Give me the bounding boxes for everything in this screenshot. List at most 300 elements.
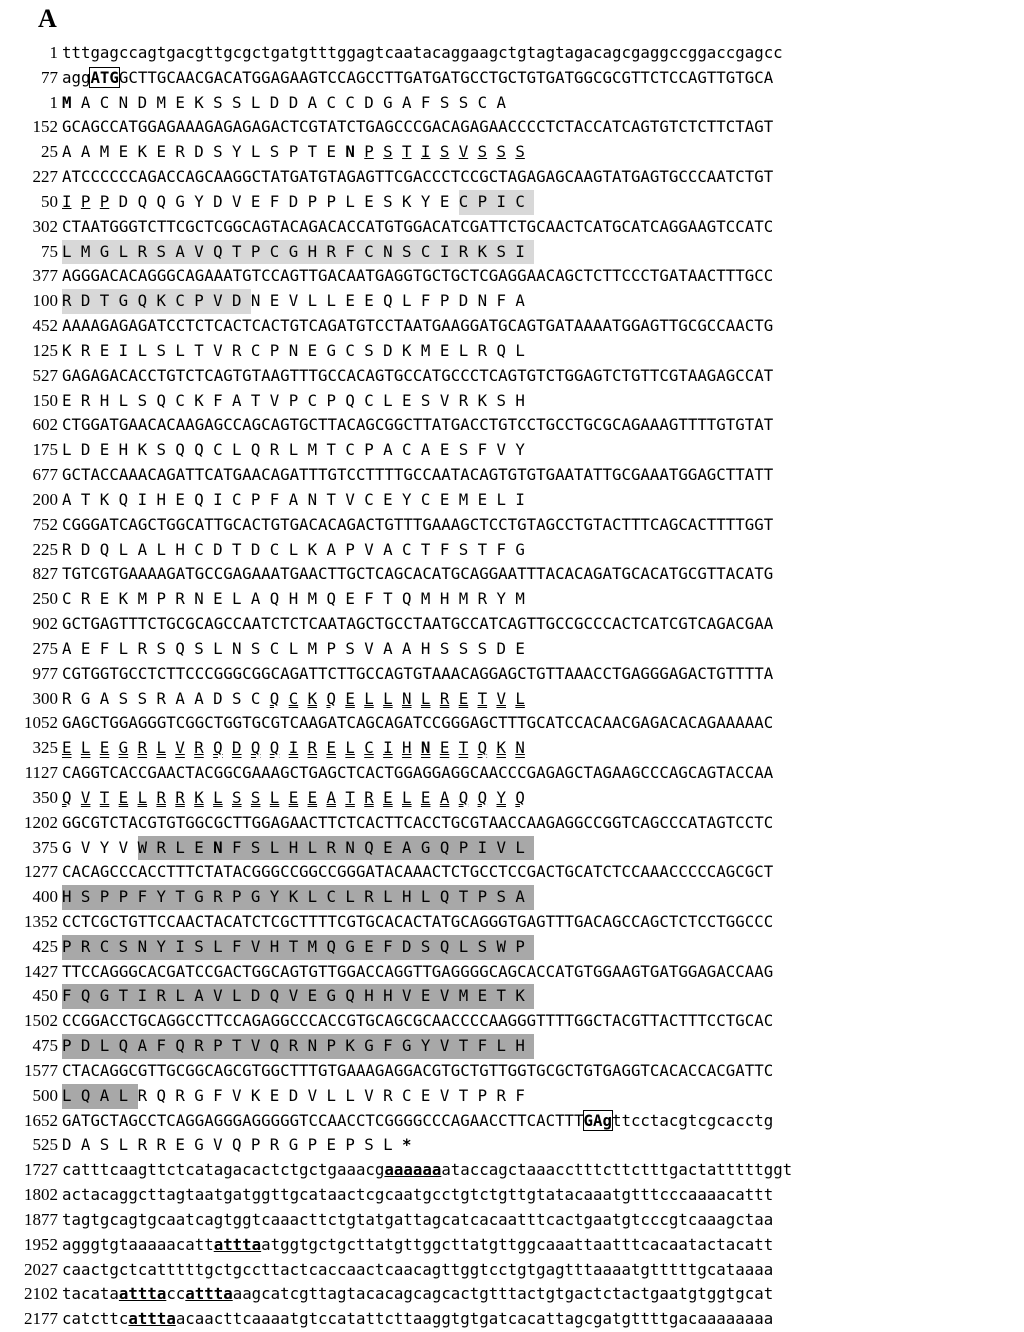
position-number: 250 <box>32 589 58 609</box>
amino-acid: L <box>62 240 81 265</box>
amino-acid: S <box>364 340 374 360</box>
sequence-motif: attta <box>118 1284 167 1304</box>
amino-acid: F <box>420 92 431 112</box>
amino-acid: L <box>232 589 242 609</box>
amino-acid: A <box>439 787 450 807</box>
amino-acid: D <box>288 92 299 112</box>
position-number: 1727 <box>24 1160 58 1180</box>
amino-acid-sequence <box>62 538 534 563</box>
amino-acid: T <box>289 935 308 960</box>
amino-acid: F <box>439 539 450 559</box>
amino-acid: Y <box>420 191 431 211</box>
amino-acid: I <box>383 738 393 758</box>
amino-acid: E <box>364 935 383 960</box>
amino-acid: D <box>269 92 280 112</box>
amino-acid: C <box>100 935 119 960</box>
amino-acid: P <box>439 291 450 311</box>
amino-acid: L <box>62 440 72 460</box>
nucleotide-row <box>0 66 1024 91</box>
amino-acid: Y <box>270 885 289 910</box>
nucleotide-sequence: CGTGGTGCCTCTTCCCGGGCGGCAGATTCTTGCCAGTGTAAACAGGAGCTGTTAAACCTGAGGGAGACTGTTTTA <box>62 663 774 683</box>
amino-acid: Q <box>383 291 393 311</box>
protein-row <box>0 885 1024 910</box>
amino-acid: T <box>326 440 336 460</box>
amino-acid: R <box>326 240 345 265</box>
amino-acid: I <box>515 240 534 265</box>
amino-acid: L <box>345 191 355 211</box>
sequence-motif: attta <box>213 1234 262 1254</box>
position-number: 2027 <box>24 1259 58 1279</box>
amino-acid: A <box>99 688 110 708</box>
amino-acid: L <box>383 390 393 410</box>
amino-acid: Q <box>269 589 280 609</box>
amino-acid: L <box>100 1034 119 1059</box>
amino-acid: E <box>515 638 525 658</box>
amino-acid: R <box>439 688 450 708</box>
amino-acid: L <box>402 787 412 807</box>
amino-acid: A <box>402 92 412 112</box>
amino-acid: L <box>175 984 194 1009</box>
amino-acid: L <box>270 836 289 861</box>
amino-acid: R <box>289 1034 308 1059</box>
amino-acid: Q <box>269 738 280 758</box>
amino-acid: I <box>288 738 299 758</box>
amino-acid: L <box>118 390 129 410</box>
position-number: 2177 <box>24 1309 58 1329</box>
amino-acid: L <box>213 638 223 658</box>
amino-acid: P <box>345 539 355 559</box>
amino-acid: F <box>478 1034 497 1059</box>
amino-acid: V <box>458 142 469 162</box>
amino-acid: L <box>250 142 261 162</box>
amino-acid: S <box>213 142 223 162</box>
amino-acid-sequence <box>62 1034 534 1059</box>
nucleotide-sequence: CCGGACCTGCAGGCCTTCCAGAGGCCCACCGTGCAGCGCAACCCCAAGGGTTTTGGCTACGTTACTTTCCTGCAC <box>62 1011 774 1031</box>
amino-acid: S <box>439 92 450 112</box>
amino-acid: S <box>458 440 469 460</box>
amino-acid: S <box>439 638 450 658</box>
position-number: 375 <box>32 837 58 857</box>
amino-acid: E <box>364 191 374 211</box>
position-number: 400 <box>32 887 58 907</box>
codon-box: ATG <box>90 67 119 87</box>
amino-acid: K <box>194 92 204 112</box>
nucleotide-row <box>0 761 1024 786</box>
amino-acid: V <box>251 1034 270 1059</box>
amino-acid: M <box>81 240 100 265</box>
nucleotide-row <box>0 463 1024 488</box>
amino-acid: C <box>459 190 478 215</box>
amino-acid: L <box>383 688 393 708</box>
position-number: 525 <box>32 1135 58 1155</box>
amino-acid: F <box>269 489 280 509</box>
amino-acid: Q <box>440 935 459 960</box>
amino-acid: R <box>364 885 383 910</box>
amino-acid: S <box>439 142 450 162</box>
amino-acid: Q <box>364 836 383 861</box>
amino-acid: K <box>478 240 497 265</box>
amino-acid: G <box>364 1034 383 1059</box>
amino-acid: C <box>99 92 110 112</box>
amino-acid: E <box>288 787 299 807</box>
amino-acid: L <box>421 885 440 910</box>
amino-acid: Q <box>194 489 204 509</box>
amino-acid: L <box>458 340 469 360</box>
position-number: 1502 <box>24 1011 58 1031</box>
amino-acid: E <box>307 787 318 807</box>
amino-acid: N <box>345 836 364 861</box>
amino-acid: V <box>440 1034 459 1059</box>
amino-acid: S <box>232 92 242 112</box>
amino-acid: F <box>477 440 488 460</box>
amino-acid: H <box>288 589 299 609</box>
amino-acid: H <box>420 638 431 658</box>
sequence-listing <box>0 41 1024 1332</box>
position-number: 125 <box>32 340 58 360</box>
amino-acid: L <box>364 688 374 708</box>
position-number: 1652 <box>24 1110 58 1130</box>
amino-acid: R <box>138 240 157 265</box>
amino-acid: F <box>515 1085 525 1105</box>
amino-acid: Q <box>345 984 364 1009</box>
amino-acid: N <box>402 688 412 708</box>
sequence-motif: aaaaaa <box>384 1160 442 1180</box>
amino-acid: F <box>496 291 506 311</box>
amino-acid: R <box>364 787 374 807</box>
amino-acid: K <box>137 142 148 162</box>
position-number: 450 <box>32 986 58 1006</box>
amino-acid: F <box>420 291 431 311</box>
amino-acid: L <box>345 738 355 758</box>
nucleotide-sequence: tagtgcagtgcaatcagtggtcaaacttctgtatgattagcatcacaatttcactgaatgtcccgtcaaagctaa <box>62 1209 774 1229</box>
amino-acid: K <box>194 390 204 410</box>
amino-acid: Q <box>62 787 72 807</box>
amino-acid: R <box>81 935 100 960</box>
amino-acid: Q <box>81 1084 100 1109</box>
amino-acid: Q <box>345 390 355 410</box>
amino-acid: Y <box>194 191 204 211</box>
amino-acid: V <box>213 340 223 360</box>
amino-acid: R <box>62 289 81 314</box>
protein-row <box>0 836 1024 861</box>
amino-acid: D <box>364 92 374 112</box>
amino-acid-sequence <box>62 637 534 662</box>
protein-row <box>0 190 1024 215</box>
amino-acid: A <box>100 1084 119 1109</box>
amino-acid-sequence <box>62 736 534 761</box>
position-number: 227 <box>32 167 58 187</box>
amino-acid: P <box>326 191 336 211</box>
amino-acid: E <box>345 589 355 609</box>
amino-acid: Q <box>326 935 345 960</box>
amino-acid: L <box>137 787 148 807</box>
amino-acid: T <box>420 539 431 559</box>
amino-acid: R <box>459 240 478 265</box>
amino-acid: A <box>326 539 336 559</box>
amino-acid: E <box>99 440 110 460</box>
amino-acid: M <box>515 589 525 609</box>
amino-acid: A <box>515 885 534 910</box>
amino-acid: G <box>194 1135 204 1155</box>
amino-acid: C <box>213 440 223 460</box>
amino-acid: Q <box>119 1034 138 1059</box>
amino-acid: H <box>402 885 421 910</box>
amino-acid: N <box>420 738 431 758</box>
position-number: 677 <box>32 465 58 485</box>
amino-acid: A <box>383 539 393 559</box>
amino-acid: S <box>232 787 242 807</box>
amino-acid: D <box>383 340 393 360</box>
amino-acid: C <box>250 340 261 360</box>
amino-acid: R <box>137 638 148 658</box>
amino-acid: L <box>118 539 129 559</box>
amino-acid: A <box>194 688 204 708</box>
amino-acid: Q <box>477 787 488 807</box>
amino-acid: Q <box>270 984 289 1009</box>
amino-acid: L <box>156 738 166 758</box>
position-number: 752 <box>32 514 58 534</box>
amino-acid: S <box>251 836 270 861</box>
amino-acid: P <box>326 1034 345 1059</box>
amino-acid: E <box>421 984 440 1009</box>
amino-acid: E <box>477 489 488 509</box>
amino-acid: Y <box>156 885 175 910</box>
amino-acid: E <box>364 291 374 311</box>
amino-acid: L <box>156 539 166 559</box>
amino-acid: C <box>288 688 299 708</box>
position-number: 100 <box>32 291 58 311</box>
amino-acid: L <box>213 935 232 960</box>
amino-acid: T <box>477 688 488 708</box>
amino-acid: C <box>477 92 488 112</box>
amino-acid: T <box>175 885 194 910</box>
amino-acid: E <box>402 390 412 410</box>
amino-acid: V <box>289 984 308 1009</box>
position-number: 902 <box>32 614 58 634</box>
amino-acid: G <box>100 240 119 265</box>
nucleotide-sequence: AAAAGAGAGATCCTCTCACTCACTGTCAGATGTCCTAATGAAGGATGCAGTGATAAAATGGAGTTGCGCCAACTG <box>62 316 774 336</box>
nucleotide-row <box>0 1258 1024 1283</box>
amino-acid-sequence <box>62 587 534 612</box>
amino-acid-sequence <box>62 1084 534 1109</box>
amino-acid: E <box>458 688 469 708</box>
amino-acid: Q <box>118 489 129 509</box>
nucleotide-row <box>0 413 1024 438</box>
amino-acid: H <box>383 984 402 1009</box>
amino-acid: N <box>477 291 488 311</box>
amino-acid: F <box>364 589 374 609</box>
amino-acid: K <box>307 688 318 708</box>
amino-acid: Q <box>156 1085 166 1105</box>
amino-acid-sequence <box>62 786 534 811</box>
amino-acid: Q <box>440 885 459 910</box>
amino-acid: P <box>156 589 166 609</box>
amino-acid: R <box>80 589 91 609</box>
amino-acid: C <box>345 440 355 460</box>
amino-acid: A <box>402 638 412 658</box>
amino-acid: M <box>308 935 327 960</box>
position-number: 527 <box>32 365 58 385</box>
amino-acid: P <box>251 240 270 265</box>
amino-acid: L <box>288 638 299 658</box>
amino-acid: Q <box>250 440 261 460</box>
nucleotide-row <box>0 662 1024 687</box>
amino-acid: V <box>251 935 270 960</box>
amino-acid: T <box>100 289 119 314</box>
amino-acid: C <box>364 489 374 509</box>
protein-row <box>0 687 1024 712</box>
amino-acid: T <box>80 489 91 509</box>
amino-acid: G <box>119 289 138 314</box>
amino-acid: L <box>515 688 525 708</box>
amino-acid: R <box>175 142 185 162</box>
amino-acid: P <box>100 885 119 910</box>
amino-acid: C <box>175 289 194 314</box>
amino-acid: P <box>62 1034 81 1059</box>
amino-acid: G <box>345 935 364 960</box>
nucleotide-sequence: CTACAGGCGTTGCGGCAGCGTGGCTTTGTGAAAGAGGACGTGCTGTTGGTGCGCTGTGAGGTCACACCACGATTC <box>62 1060 774 1080</box>
protein-row <box>0 935 1024 960</box>
amino-acid: P <box>364 440 374 460</box>
amino-acid: I <box>213 489 223 509</box>
amino-acid: Q <box>477 738 488 758</box>
nucleotide-sequence: CTAATGGGTCTTCGCTCGGCAGTACAGACACCATGTGGACATCGATTCTGCAACTCATGCATCAGGAAGTCCATC <box>62 216 774 236</box>
amino-acid: S <box>458 539 469 559</box>
amino-acid: F <box>232 836 251 861</box>
amino-acid: Q <box>250 738 261 758</box>
position-number: 300 <box>32 688 58 708</box>
amino-acid: I <box>62 191 72 211</box>
nucleotide-row <box>0 1059 1024 1084</box>
amino-acid: M <box>307 440 318 460</box>
amino-acid: R <box>232 340 242 360</box>
nucleotide-row <box>0 165 1024 190</box>
amino-acid: E <box>269 291 280 311</box>
nucleotide-sequence: tttgagccagtgacgttgcgctgatgtttggagtcaatacaggaagctgtagtagacagcgaggccggaccgagcc <box>62 43 783 62</box>
nucleotide-row <box>0 612 1024 637</box>
nucleotide-sequence: catttcaagttctcatagacactctgctgaaacgaaaaaaataccagctaaacctttcttctttgactatttttggt <box>62 1160 793 1180</box>
amino-acid: L <box>307 291 318 311</box>
amino-acid: D <box>402 935 421 960</box>
amino-acid: G <box>515 539 525 559</box>
amino-acid: R <box>156 1135 166 1155</box>
amino-acid: V <box>402 984 421 1009</box>
amino-acid: G <box>194 1085 204 1105</box>
amino-acid: M <box>156 92 166 112</box>
amino-acid: Y <box>496 589 506 609</box>
amino-acid: Q <box>402 589 412 609</box>
amino-acid-sequence <box>62 687 534 712</box>
amino-acid: C <box>326 92 336 112</box>
amino-acid: T <box>459 885 478 910</box>
amino-acid: H <box>364 984 383 1009</box>
amino-acid: L <box>345 885 364 910</box>
nucleotide-sequence: GCTGAGTTTCTGCGCAGCCAATCTCTCAATAGCTGCCTAATGCCATCAGTTGCCGCCCACTCATCGTCAGACGAA <box>62 614 774 634</box>
amino-acid: L <box>213 787 223 807</box>
amino-acid: G <box>326 984 345 1009</box>
amino-acid: L <box>308 885 327 910</box>
nucleotide-row <box>0 264 1024 289</box>
amino-acid: E <box>99 340 110 360</box>
amino-acid: M <box>307 638 318 658</box>
amino-acid: M <box>99 142 110 162</box>
amino-acid: M <box>420 589 431 609</box>
amino-acid: C <box>402 1085 412 1105</box>
amino-acid: N <box>515 738 525 758</box>
amino-acid: P <box>478 190 497 215</box>
nucleotide-sequence: actacaggcttagtaatgatggttgcataactcgcaatgcctgtctgttgtatacaaatgtttcccaaaacattt <box>62 1185 774 1205</box>
amino-acid: A <box>402 836 421 861</box>
amino-acid: V <box>213 1135 223 1155</box>
amino-acid: L <box>383 1135 393 1155</box>
amino-acid: R <box>496 1085 506 1105</box>
amino-acid: Y <box>99 837 110 857</box>
amino-acid: H <box>99 390 110 410</box>
amino-acid: H <box>515 1034 534 1059</box>
amino-acid: T <box>232 539 242 559</box>
position-number: 1052 <box>24 713 58 733</box>
amino-acid: N <box>288 340 299 360</box>
nucleotide-row <box>0 860 1024 885</box>
amino-acid: S <box>156 240 175 265</box>
amino-acid: E <box>383 489 393 509</box>
amino-acid: R <box>175 1085 185 1105</box>
amino-acid: G <box>175 191 185 211</box>
amino-acid: R <box>156 787 166 807</box>
amino-acid: F <box>383 935 402 960</box>
amino-acid: L <box>80 738 91 758</box>
position-number: 377 <box>32 266 58 286</box>
amino-acid: E <box>439 489 450 509</box>
amino-acid: Q <box>270 1034 289 1059</box>
position-number: 1802 <box>24 1185 58 1205</box>
amino-acid-sequence <box>62 289 534 314</box>
amino-acid: F <box>213 390 223 410</box>
amino-acid: E <box>326 738 336 758</box>
amino-acid: A <box>250 589 261 609</box>
position-number: 150 <box>32 390 58 410</box>
amino-acid: R <box>269 1135 280 1155</box>
amino-acid: N <box>345 142 355 162</box>
protein-row <box>0 488 1024 513</box>
amino-acid: C <box>194 539 204 559</box>
amino-acid: A <box>420 440 431 460</box>
nucleotide-row <box>0 1208 1024 1233</box>
position-number: 1 <box>49 43 58 62</box>
amino-acid: P <box>232 885 251 910</box>
amino-acid: G <box>288 1135 299 1155</box>
amino-acid: E <box>439 340 450 360</box>
amino-acid: A <box>326 787 336 807</box>
amino-acid: M <box>137 589 148 609</box>
position-number: 175 <box>32 440 58 460</box>
protein-row <box>0 538 1024 563</box>
amino-acid: V <box>118 837 129 857</box>
nucleotide-sequence: CAGGTCACCGAACTACGGCGAAAGCTGAGCTCACTGGAGGAGGCAACCCGAGAGCTAGAAGCCCAGCAGTACCAA <box>62 763 774 783</box>
amino-acid: T <box>194 340 204 360</box>
amino-acid: S <box>137 390 148 410</box>
nucleotide-row <box>0 1109 1024 1134</box>
amino-acid: A <box>138 1034 157 1059</box>
position-number: 225 <box>32 539 58 559</box>
amino-acid-sequence <box>62 885 534 910</box>
amino-acid: S <box>119 935 138 960</box>
amino-acid: R <box>458 390 469 410</box>
position-number: 275 <box>32 638 58 658</box>
nucleotide-row <box>0 215 1024 240</box>
amino-acid: I <box>496 190 515 215</box>
amino-acid: R <box>156 984 175 1009</box>
